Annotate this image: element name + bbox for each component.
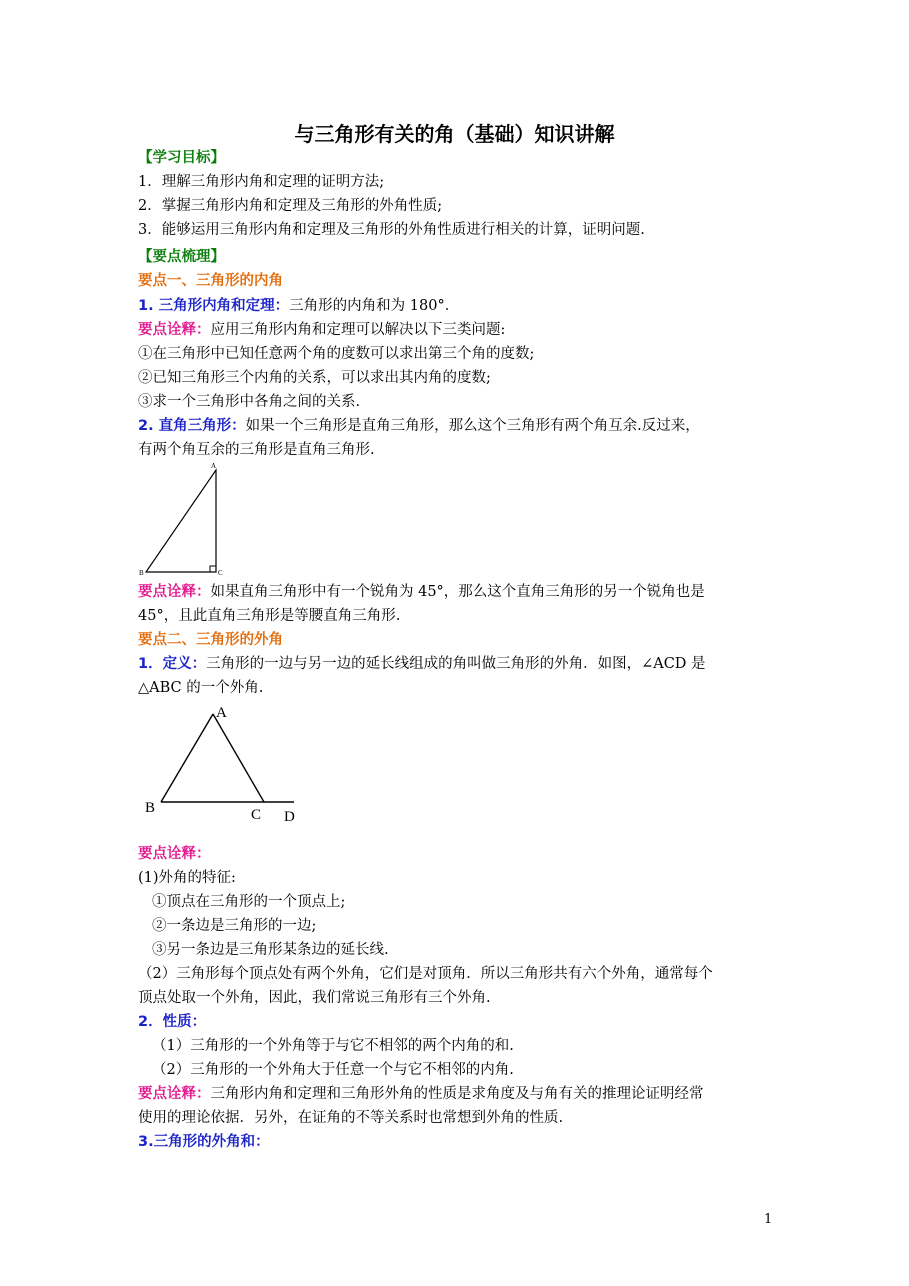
vertex-label-b: B xyxy=(145,800,156,816)
p1-note-item: ①在三角形中已知任意两个角的度数可以求出第三个角的度数; xyxy=(138,346,535,362)
vertex-label-a: A xyxy=(216,705,227,721)
p2-note-label: 要点诠释： xyxy=(138,846,211,862)
p1-note xyxy=(138,318,505,342)
vertex-label-d: D xyxy=(284,809,295,825)
p2-item2-line: （1）三角形的一个外角等于与它不相邻的两个内角的和. xyxy=(152,1038,514,1054)
p1-item1-label: 1. 三角形内角和定理： xyxy=(138,298,290,314)
goal-item: 3．能够运用三角形内角和定理及三角形的外角性质进行相关的计算，证明问题. xyxy=(138,222,645,238)
vertex-label-c: C xyxy=(218,569,223,577)
p1-note2-text: 如果直角三角形中有一个锐角为 45°，那么这个直角三角形的另一个锐角也是 xyxy=(210,584,705,600)
vertex-label-c: C xyxy=(251,807,262,823)
p2-note-line: ②一条边是三角形的一边; xyxy=(152,918,317,934)
point2-header: 要点二、三角形的外角 xyxy=(138,632,283,648)
note-label: 要点诠释： xyxy=(138,322,211,338)
points-header: 【要点梳理】 xyxy=(138,249,225,265)
p1-item2-cont: 有两个角互余的三角形是直角三角形. xyxy=(138,442,375,458)
p2-note-line: （2）三角形每个顶点处有两个外角，它们是对顶角．所以三角形共有六个外角，通常每个 xyxy=(138,966,713,982)
p2-item2-label: 2．性质： xyxy=(138,1014,207,1030)
p2-item3-label: 3.三角形的外角和： xyxy=(138,1134,270,1150)
p1-note2 xyxy=(138,580,705,604)
goal-item: 1．理解三角形内角和定理的证明方法; xyxy=(138,174,385,190)
p1-item1 xyxy=(138,294,459,318)
p2-note-line: 顶点处取一个外角，因此，我们常说三角形有三个外角. xyxy=(138,990,491,1006)
p2-item1-text: 三角形的一边与另一边的延长线组成的角叫做三角形的外角．如图，∠ACD 是 xyxy=(206,656,706,672)
right-triangle-figure xyxy=(136,460,236,578)
note-label: 要点诠释： xyxy=(138,1086,211,1102)
goals-header: 【学习目标】 xyxy=(138,150,225,166)
p2-note-line: ③另一条边是三角形某条边的延长线. xyxy=(152,942,389,958)
vertex-label-a: A xyxy=(211,462,217,470)
p2-note-line: (1)外角的特征: xyxy=(138,870,236,886)
p2-note2 xyxy=(138,1082,704,1106)
p1-note-item: ③求一个三角形中各角之间的关系. xyxy=(138,394,361,410)
p2-item1 xyxy=(138,652,706,676)
p2-item2-line: （2）三角形的一个外角大于任意一个与它不相邻的内角. xyxy=(152,1062,514,1078)
p2-item1-label: 1．定义： xyxy=(138,656,207,672)
page-title: 与三角形有关的角（基础）知识讲解 xyxy=(294,122,615,146)
note-label: 要点诠释： xyxy=(138,584,211,600)
exterior-angle-figure xyxy=(136,700,316,830)
p2-note2-text: 三角形内角和定理和三角形外角的性质是求角度及与角有关的推理论证明经常 xyxy=(210,1086,704,1102)
goal-item: 2．掌握三角形内角和定理及三角形的外角性质; xyxy=(138,198,443,214)
point1-header: 要点一、三角形的内角 xyxy=(138,273,283,289)
p2-note-line: ①顶点在三角形的一个顶点上; xyxy=(152,894,346,910)
p1-item1-text: 三角形的内角和为 180°． xyxy=(289,298,460,314)
p1-item2-label: 2. 直角三角形： xyxy=(138,418,246,434)
p1-item2-text: 如果一个三角形是直角三角形，那么这个三角形有两个角互余.反过来， xyxy=(245,418,700,434)
p1-note-text: 应用三角形内角和定理可以解决以下三类问题: xyxy=(210,322,506,338)
p2-item1-cont: △ABC 的一个外角. xyxy=(138,680,264,696)
p2-note2-cont: 使用的理论依据．另外，在证角的不等关系时也常想到外角的性质. xyxy=(138,1110,564,1126)
vertex-label-b: B xyxy=(139,569,144,577)
p1-item2 xyxy=(138,414,700,438)
p1-note-item: ②已知三角形三个内角的关系，可以求出其内角的度数; xyxy=(138,370,491,386)
page-number: 1 xyxy=(764,1212,773,1227)
p1-note2-cont: 45°，且此直角三角形是等腰直角三角形. xyxy=(138,608,401,624)
